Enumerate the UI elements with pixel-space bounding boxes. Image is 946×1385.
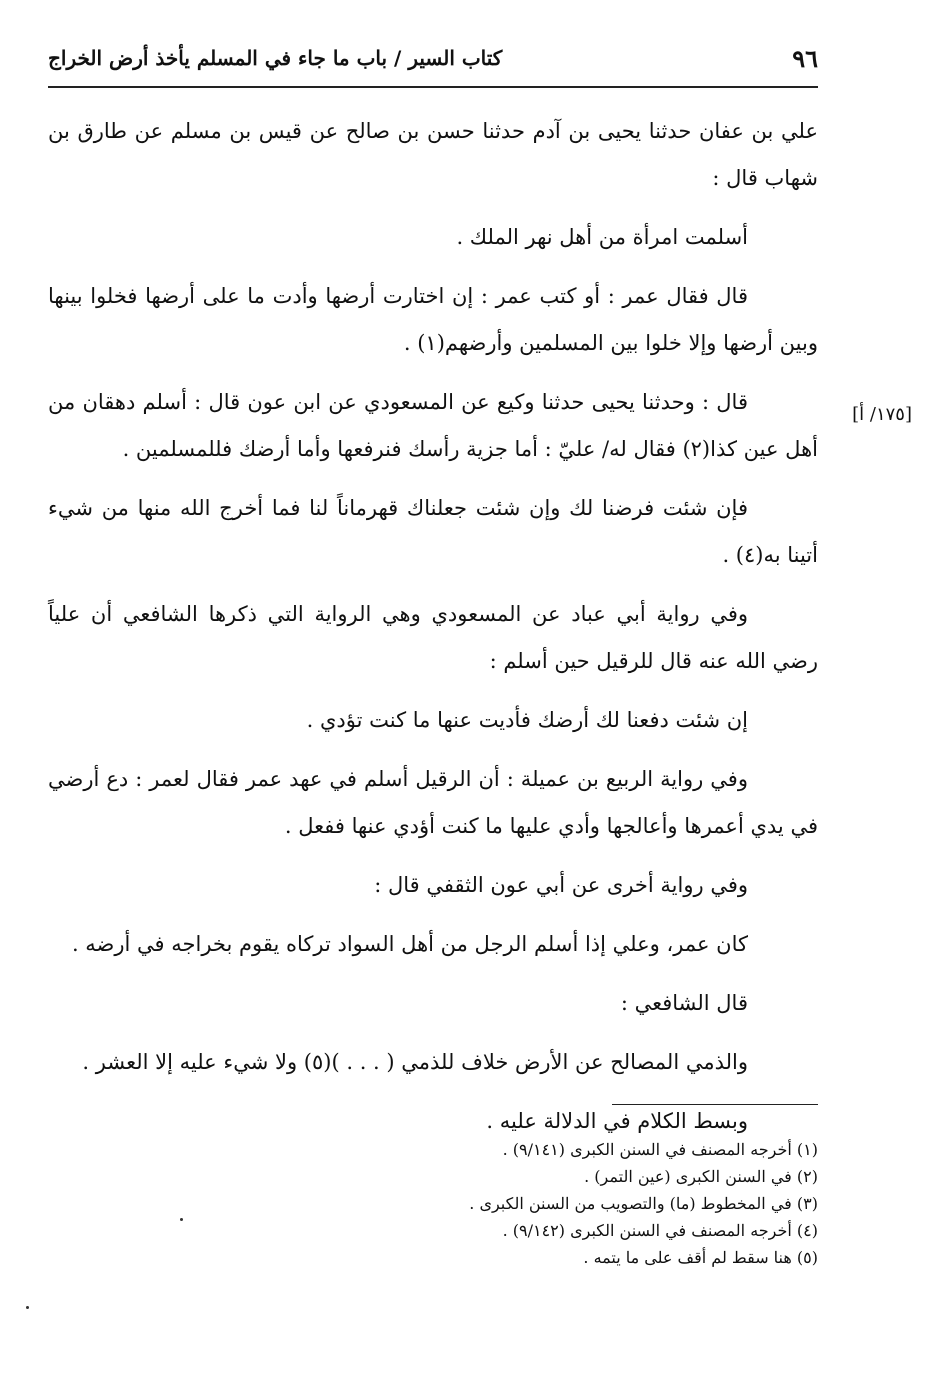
- scan-speck: [180, 1218, 183, 1221]
- footnote-1: (١) أخرجه المصنف في السنن الكبرى (٩/١٤١) .: [502, 1140, 818, 1159]
- paragraph-abu-abbad: وفي رواية أبي عباد عن المسعودي وهي الرواية التي ذكرها الشافعي أن علياً رضي الله عنه قال للرقيل حين أسلم :: [48, 602, 818, 673]
- page-header: [48, 36, 818, 80]
- paragraph-abu-awn: وفي رواية أخرى عن أبي عون الثقفي قال :: [374, 873, 748, 897]
- main-text: [48, 108, 818, 1157]
- footnotes: [48, 1136, 818, 1271]
- manuscript-folio-marker: [١٧٥/ أ]: [852, 404, 912, 425]
- running-title: كتاب السير / باب ما جاء في المسلم يأخذ أرض الخراج: [48, 46, 503, 70]
- paragraph-isnad: علي بن عفان حدثنا يحيى بن آدم حدثنا حسن بن صالح عن قيس بن مسلم عن طارق بن شهاب قال :: [48, 119, 818, 190]
- page-number: ٩٦: [792, 43, 818, 73]
- paragraph-ali-offer: فإن شئت فرضنا لك وإن شئت جعلناك قهرماناً لنا فما أخرج الله منها من شيء أتينا به(٤) .: [48, 496, 818, 567]
- header-rule: [48, 86, 818, 88]
- footnote-3: (٣) في المخطوط (ما) والتصويب من السنن الكبرى .: [469, 1194, 818, 1213]
- footnote-5: (٥) هنا سقط لم أقف على ما يتمه .: [583, 1248, 818, 1267]
- scan-speck: [26, 1306, 29, 1309]
- paragraph-shafii-intro: قال الشافعي :: [620, 991, 748, 1015]
- footnote-rule: [612, 1104, 818, 1105]
- paragraph-umar: قال فقال عمر : أو كتب عمر : إن اختارت أرضها وأدت ما على أرضها فخلوا بينها وبين أرضها وإلا خلوا بين المسلمين وأرضهم(١) .: [48, 284, 818, 355]
- paragraph-report: أسلمت امرأة من أهل نهر الملك .: [456, 225, 748, 249]
- paragraph-quote-2: كان عمر، وعلي إذا أسلم الرجل من أهل السواد تركاه يقوم بخراجه في أرضه .: [71, 932, 748, 956]
- footnote-4: (٤) أخرجه المصنف في السنن الكبرى (٩/١٤٢) .: [502, 1221, 818, 1240]
- paragraph-rabi: وفي رواية الربيع بن عميلة : أن الرقيل أسلم في عهد عمر فقال لعمر : دع أرضي في يدي أعمرها وأعالجها وأدي عليها ما كنت أؤدي عنها ففعل .: [48, 767, 818, 838]
- paragraph-quote-1: إن شئت دفعنا لك أرضك فأديت عنها ما كنت تؤدي .: [306, 708, 748, 732]
- paragraph-waki: قال : وحدثنا يحيى حدثنا وكيع عن المسعودي عن ابن عون قال : أسلم دهقان من أهل عين كذا(٢) فقال له/ عليّ : أما جزية رأسك فنرفعها وأما أرضك فللمسلمين .: [48, 390, 818, 461]
- footnote-2: (٢) في السنن الكبرى (عين التمر) .: [584, 1167, 818, 1186]
- paragraph-shafii-ruling: والذمي المصالح عن الأرض خلاف للذمي ( . . . )(٥) ولا شيء عليه إلا العشر .: [82, 1050, 748, 1074]
- paragraph-closing: وبسط الكلام في الدلالة عليه .: [486, 1109, 748, 1133]
